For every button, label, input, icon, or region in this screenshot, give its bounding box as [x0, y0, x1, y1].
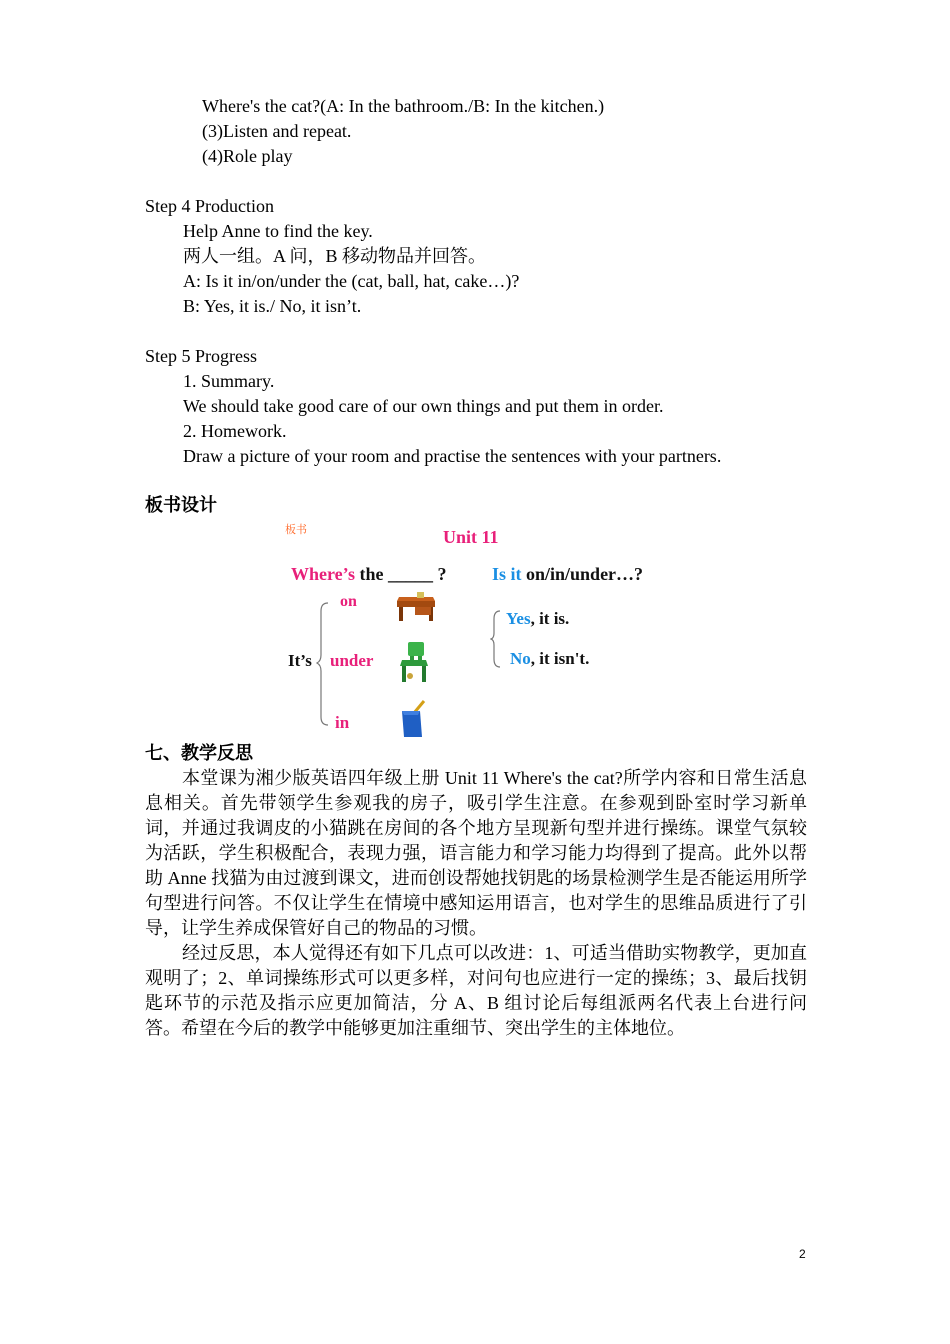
reflection-body — [145, 766, 807, 1041]
step5-line: 2. Homework. — [183, 421, 287, 441]
step5-line: We should take good care of our own things and put them in order. — [183, 396, 664, 416]
chair-icon — [398, 640, 430, 684]
step5-line: Draw a picture of your room and practise the sentences with your partners. — [183, 446, 722, 466]
step3-line: (3)Listen and repeat. — [202, 121, 352, 141]
reflection-heading: 七、教学反思 — [145, 743, 253, 763]
board-heading: 板书设计 — [145, 495, 217, 515]
board-question-1-rest: the _____ ? — [354, 564, 447, 584]
left-bracket-icon — [316, 601, 330, 727]
board-unit-title: Unit 11 — [443, 527, 499, 547]
pencil-holder-icon — [398, 699, 428, 739]
step3-line: (4)Role play — [202, 146, 293, 166]
step4-line: B: Yes, it is./ No, it isn’t. — [183, 296, 362, 316]
board-word-on: on — [340, 593, 357, 610]
step5-line: 1. Summary. — [183, 371, 275, 391]
board-question-1 — [291, 564, 446, 585]
board-answer-no — [510, 649, 589, 669]
board-question-2 — [492, 564, 643, 585]
board-answer-yes-rest: , it is. — [530, 609, 570, 628]
step4-line: 两人一组。A 问，B 移动物品并回答。 — [183, 246, 487, 266]
board-question-2-lead: Is it — [492, 564, 522, 584]
reflection-paragraph-1: 本堂课为湘少版英语四年级上册 Unit 11 Where's the cat?所学内容和日常生活息息相关。首先带领学生参观我的房子，吸引学生注意。在参观到卧室时学习新单词，并通过我调皮的小猫跳在房间的各个地方呈现新句型并进行操练。课堂气氛较为活跃，学生积极配合，表现力强，语言能力和学习能力均得到了提高。此外以帮助 Anne 找猫为由过渡到课文，进而创设帮她找钥匙的场景检测学生是否能运用所学句型进行问答。不仅让学生在情境中感知运用语言，也对学生的思维品质进行了引导，让学生养成保管好自己的物品的习惯。 — [145, 768, 807, 938]
step4-heading: Step 4 Production — [145, 196, 274, 216]
board-answer-no-lead: No — [510, 649, 531, 668]
step3-line: Where's the cat?(A: In the bathroom./B: In the kitchen.) — [202, 96, 605, 116]
step4-line: Help Anne to find the key. — [183, 221, 373, 241]
reflection-paragraph-2: 经过反思，本人觉得还有如下几点可以改进：1、可适当借助实物教学，更加直观明了；2、单词操练形式可以更多样，对问句也应进行一定的操练；3、最后找钥匙环节的示范及指示应更加简洁，分 A、B 组讨论后每组派两名代表上台进行问答。希望在今后的教学中能够更加注重细节、突出学生的主体地位。 — [145, 943, 807, 1038]
board-answer-yes-lead: Yes — [506, 609, 531, 628]
right-brace-icon — [490, 609, 502, 669]
board-answer-no-rest: , it isn't. — [530, 649, 590, 668]
board-design — [280, 515, 680, 745]
step4-line: A: Is it in/on/under the (cat, ball, hat, cake…)? — [183, 271, 520, 291]
page-number: 2 — [799, 1247, 806, 1261]
board-question-1-lead: Where’s — [291, 564, 355, 584]
board-answer-yes — [506, 609, 569, 629]
step5-heading: Step 5 Progress — [145, 346, 257, 366]
board-its: It’s — [288, 651, 312, 670]
board-word-under: under — [330, 651, 374, 670]
board-question-2-rest: on/in/under…? — [521, 564, 644, 584]
board-word-in: in — [335, 713, 350, 732]
desk-icon — [393, 591, 437, 623]
board-tag: 板书 — [285, 524, 307, 536]
